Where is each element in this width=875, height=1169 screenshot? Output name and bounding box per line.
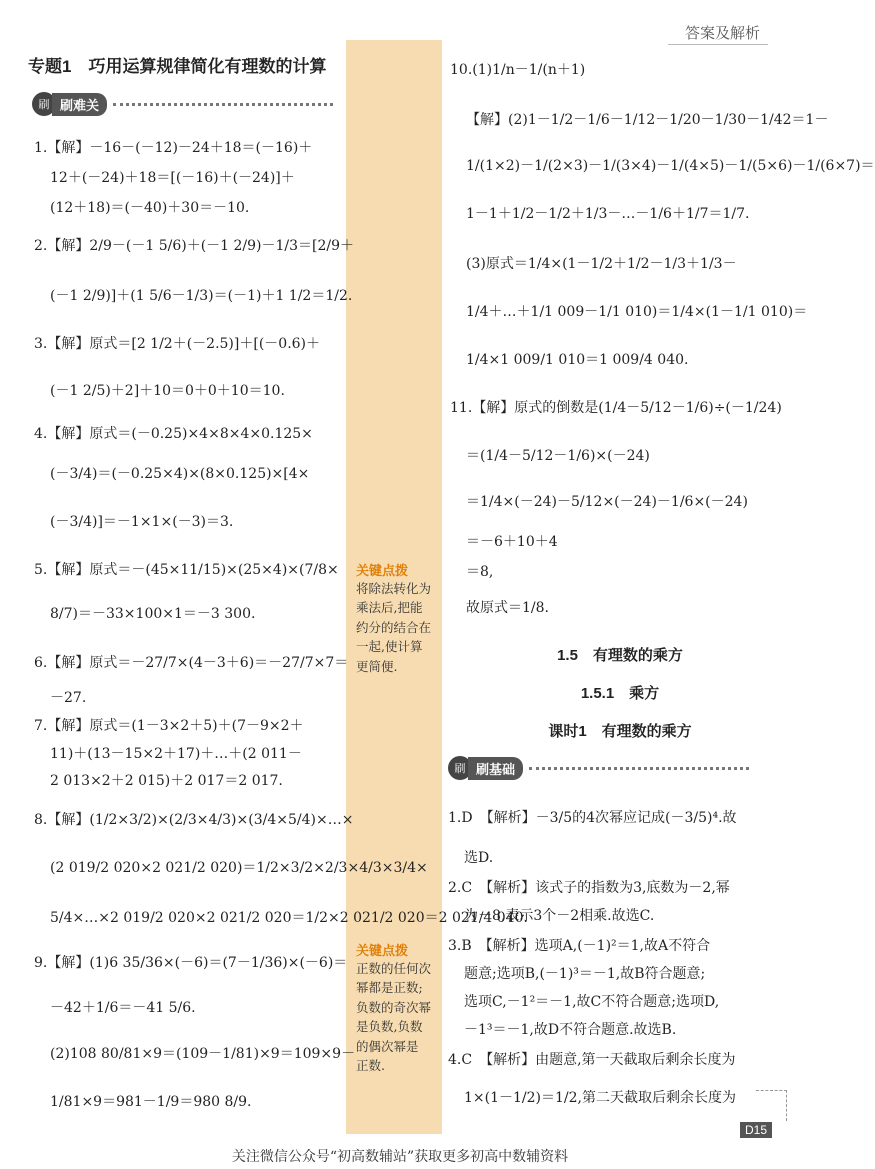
key-tip-text: 乘法后,把能 [356, 600, 423, 616]
answer-line: 11)＋(13－15×2＋17)＋…＋(2 011－ [50, 746, 302, 762]
answer-line: 1/4×1 009/1 010＝1 009/4 040. [466, 352, 689, 368]
answer-line: 3.【解】原式＝[2 1/2＋(－2.5)]＋[(－0.6)＋ [34, 336, 321, 352]
header-rule [668, 44, 768, 45]
answer-line: 1/81×9＝981－1/9＝980 8/9. [50, 1094, 252, 1110]
answer-line: 10.(1)1/n－1/(n＋1) [450, 62, 586, 78]
key-tip-2 [356, 940, 431, 1075]
answer-line: 2.【解】2/9－(－1 5/6)＋(－1 2/9)－1/3＝[2/9＋ [34, 238, 355, 254]
answer-line: (12＋18)＝(－40)＋30＝－10. [50, 200, 250, 216]
answer-line: 11.【解】原式的倒数是(1/4－5/12－1/6)÷(－1/24) [450, 400, 782, 416]
heading-1-5-1: 1.5.1 乘方 [580, 685, 660, 702]
answer-line: 7.【解】原式＝(1－3×2＋5)＋(7－9×2＋ [34, 718, 304, 734]
basic-section-badge [448, 756, 749, 780]
answer-line: 1.D 【解析】－3/5的4次幂应记成(－3/5)⁴.故 [448, 810, 737, 826]
answers-header: 答案及解析 [684, 25, 760, 42]
answer-line: (－1 2/9)]＋(1 5/6－1/3)＝(－1)＋1 1/2＝1/2. [50, 288, 353, 304]
answer-line: 【解】(2)1－1/2－1/6－1/12－1/20－1/30－1/42＝1－ [466, 112, 829, 128]
hard-section-badge [32, 92, 333, 116]
badge-label: 刷基础 [468, 757, 523, 780]
answer-line: 1/(1×2)－1/(2×3)－1/(3×4)－1/(4×5)－1/(5×6)－1/(6×7)＝ [466, 158, 875, 174]
key-tip-1 [356, 560, 431, 676]
answer-line: 选D. [464, 850, 494, 866]
heading-1-5: 1.5 有理数的乘方 [557, 647, 683, 664]
footer-note: 关注微信公众号“初高数辅站”获取更多初高中数辅资料 [231, 1149, 569, 1165]
key-tip-text: 负数的奇次幂 [356, 999, 432, 1015]
answer-line: 5/4×…×2 019/2 020×2 021/2 020＝1/2×2 021/2 020＝2 021/4 040. [50, 910, 528, 926]
key-tip-text: 幂都是正数; [356, 980, 423, 996]
badge-label: 刷难关 [52, 93, 107, 116]
answer-line: 1×(1－1/2)＝1/2,第二天截取后剩余长度为 [464, 1090, 736, 1106]
brush-icon: 刷 [448, 756, 472, 780]
dotted-divider [113, 103, 333, 106]
key-tip-text: 的偶次幂是 [356, 1038, 419, 1054]
key-tip-text: 正数的任何次 [356, 961, 432, 976]
page-number: D15 [740, 1122, 772, 1138]
answer-line: (－3/4)＝(－0.25×4)×(8×0.125)×[4× [50, 466, 310, 482]
answer-line: －42＋1/6＝－41 5/6. [50, 1000, 196, 1016]
answer-line: －1³＝－1,故D不符合题意.故选B. [464, 1022, 677, 1038]
answer-line: ＝(1/4－5/12－1/6)×(－24) [466, 448, 650, 464]
key-tip-text: 一起,使计算 [356, 639, 423, 655]
key-tip-text: 约分的结合在 [356, 619, 432, 635]
answer-line: 3.B 【解析】选项A,(－1)²＝1,故A不符合 [448, 938, 711, 954]
answer-line: 为－8,表示3个－2相乘.故选C. [464, 908, 655, 924]
answer-line: 题意;选项B,(－1)³＝－1,故B符合题意; [464, 966, 706, 982]
answer-line: (3)原式＝1/4×(1－1/2＋1/2－1/3＋1/3－ [466, 256, 737, 272]
answer-line: －27. [50, 690, 87, 706]
heading-lesson-1: 课时1 有理数的乘方 [548, 723, 692, 740]
corner-decoration [756, 1090, 787, 1121]
key-tip-title: 关键点拨 [356, 563, 409, 578]
answer-line: ＝1/4×(－24)－5/12×(－24)－1/6×(－24) [466, 494, 748, 510]
answer-line: 8.【解】(1/2×3/2)×(2/3×4/3)×(3/4×5/4)×…× [34, 812, 354, 828]
answer-line: 9.【解】(1)6 35/36×(－6)＝(7－1/36)×(－6)＝ [34, 955, 348, 971]
section-title: 专题1 巧用运算规律简化有理数的计算 [28, 57, 327, 76]
answer-line: 1.【解】－16－(－12)－24＋18＝(－16)＋ [34, 140, 313, 156]
brush-icon: 刷 [32, 92, 56, 116]
key-tip-text: 是负数,负数 [356, 1019, 423, 1035]
answer-line: 6.【解】原式＝－27/7×(4－3＋6)＝－27/7×7＝ [34, 655, 349, 671]
answer-line: ＝8, [466, 564, 494, 580]
answer-line: 12＋(－24)＋18＝[(－16)＋(－24)]＋ [50, 170, 295, 186]
answer-line: 1/4＋…＋1/1 009－1/1 010)＝1/4×(1－1/1 010)＝ [466, 304, 808, 320]
answer-line: (2 019/2 020×2 021/2 020)＝1/2×3/2×2/3×4/3×3/4× [50, 860, 428, 876]
answer-line: 8/7)＝－33×100×1＝－3 300. [50, 606, 256, 622]
key-tip-text: 将除法转化为 [356, 581, 432, 596]
answer-line: 2 013×2＋2 015)＋2 017＝2 017. [50, 773, 283, 789]
answer-line: 4.【解】原式＝(－0.25)×4×8×4×0.125× [34, 426, 313, 442]
answer-line: (－1 2/5)＋2]＋10＝0＋0＋10＝10. [50, 383, 285, 399]
answer-line: 故原式＝1/8. [466, 600, 549, 616]
key-tip-text: 更简便. [356, 658, 398, 674]
answer-line: (2)108 80/81×9＝(109－1/81)×9＝109×9－ [50, 1046, 356, 1062]
dotted-divider [529, 767, 749, 770]
key-tip-text: 正数. [356, 1057, 385, 1073]
answer-line: 5.【解】原式＝－(45×11/15)×(25×4)×(7/8× [34, 562, 339, 578]
answer-line: (－3/4)]＝－1×1×(－3)＝3. [50, 514, 234, 530]
key-tip-title: 关键点拨 [356, 943, 409, 958]
answer-line: ＝－6＋10＋4 [466, 534, 558, 550]
answer-line: 1－1＋1/2－1/2＋1/3－…－1/6＋1/7＝1/7. [466, 206, 750, 222]
answer-line: 2.C 【解析】该式子的指数为3,底数为－2,幂 [448, 880, 730, 896]
answer-line: 4.C 【解析】由题意,第一天截取后剩余长度为 [448, 1052, 736, 1068]
answer-line: 选项C,－1²＝－1,故C不符合题意;选项D, [464, 994, 720, 1010]
